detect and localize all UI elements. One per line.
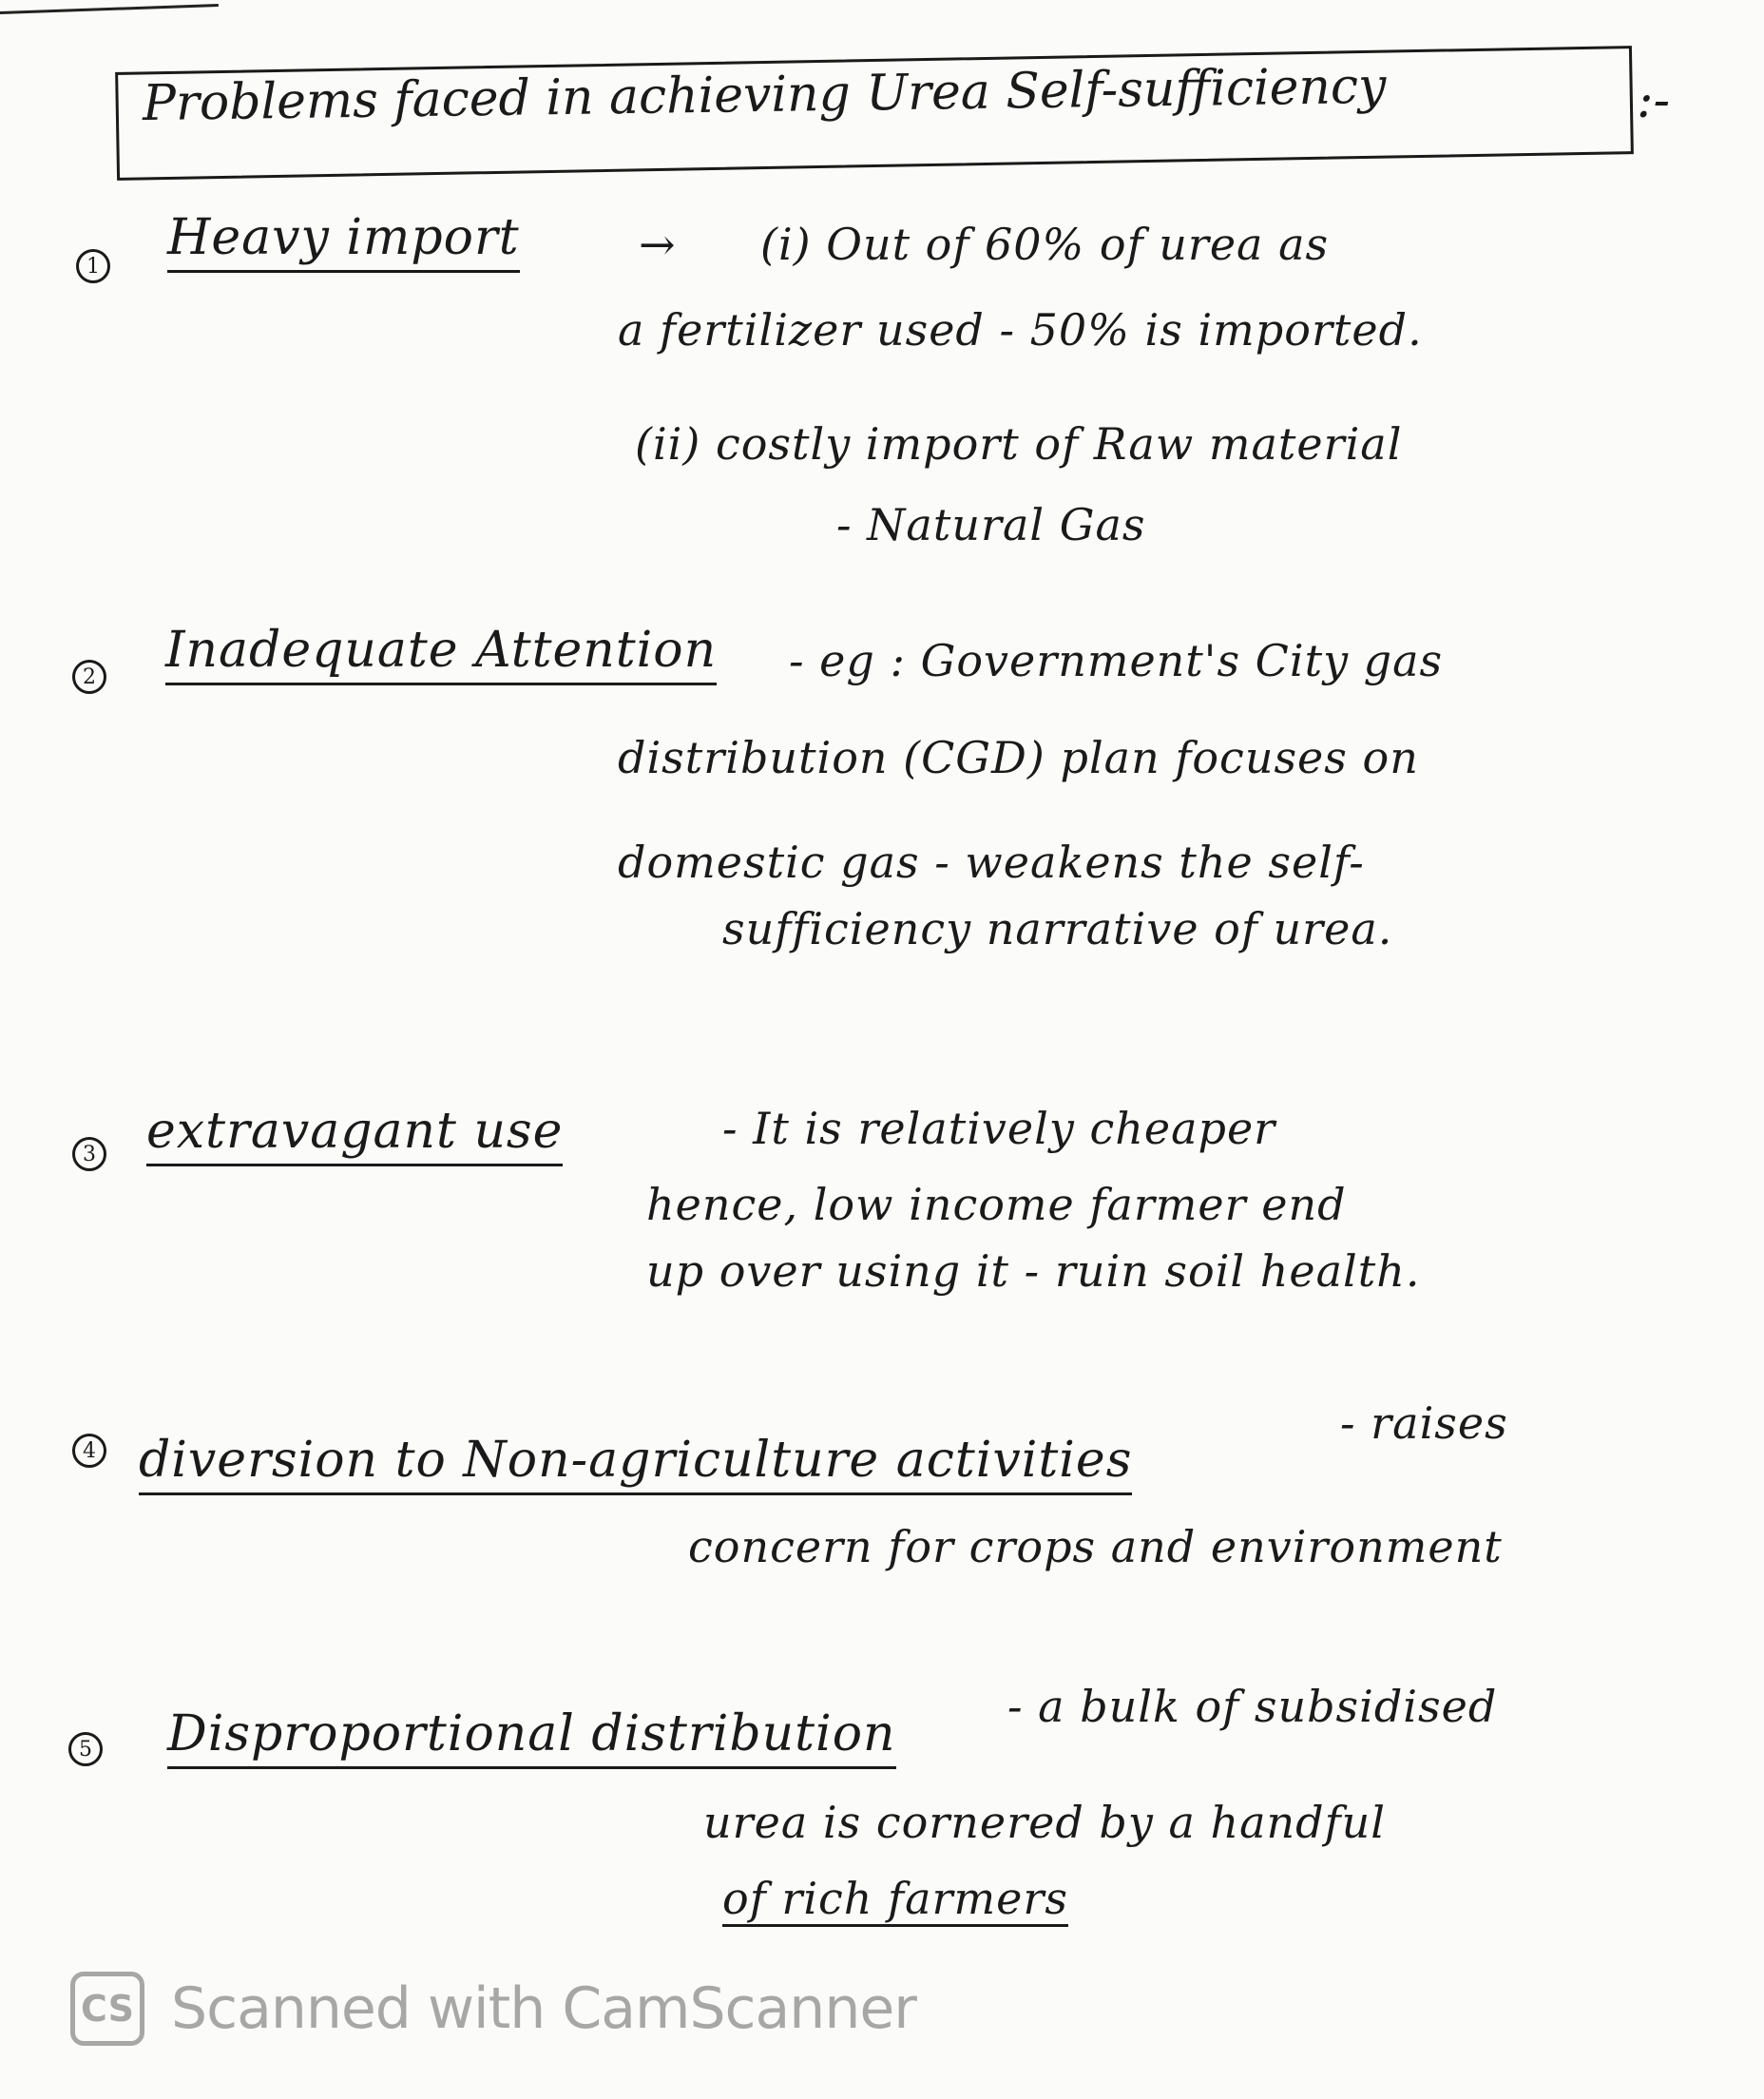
point-2-line-1: - eg : Government's City gas <box>789 635 1444 686</box>
point-3-line-2: hence, low income farmer end <box>646 1179 1347 1230</box>
point-4-number: 4 <box>72 1434 106 1468</box>
point-3-line-3: up over using it - ruin soil health. <box>646 1245 1421 1297</box>
point-3-line-1: - It is relatively cheaper <box>722 1103 1276 1154</box>
point-1-line-4: - Natural Gas <box>836 499 1146 550</box>
point-2-heading: Inadequate Attention <box>165 622 717 679</box>
camscanner-watermark <box>70 1966 916 2051</box>
top-edge-line <box>0 4 219 14</box>
point-5-line-2: urea is cornered by a handful <box>703 1797 1386 1848</box>
point-3-heading: extravagant use <box>146 1103 563 1160</box>
point-4-line-1: - raises <box>1340 1397 1508 1449</box>
point-2-line-3: domestic gas - weakens the self- <box>618 837 1365 888</box>
point-4-line-2: concern for crops and environment <box>688 1521 1503 1572</box>
point-3-number: 3 <box>72 1137 106 1171</box>
point-1-arrow: → <box>639 219 677 270</box>
point-2-line-2: distribution (CGD) plan focuses on <box>618 732 1419 783</box>
point-5-line-3: of rich farmers <box>722 1873 1068 1924</box>
point-1-heading: Heavy import <box>167 209 520 266</box>
point-2-line-4: sufficiency narrative of urea. <box>722 903 1393 954</box>
point-1-number: 1 <box>76 249 110 283</box>
point-5-heading: Disproportional distribution <box>167 1705 896 1762</box>
title-suffix: :- <box>1637 72 1671 129</box>
point-2-number: 2 <box>72 660 106 694</box>
point-1-line-3: (ii) costly import of Raw material <box>635 418 1403 470</box>
camscanner-text: Scanned with CamScanner <box>171 1975 916 2042</box>
camscanner-logo-icon: CS <box>70 1972 144 2046</box>
page-title: Problems faced in achieving Urea Self-sufficiency <box>142 57 1387 133</box>
point-5-line-1: - a bulk of subsidised <box>1007 1681 1498 1732</box>
point-1-line-2: a fertilizer used - 50% is imported. <box>618 304 1423 356</box>
point-1-line-1: (i) Out of 60% of urea as <box>760 219 1330 270</box>
point-4-heading: diversion to Non-agriculture activities <box>139 1432 1132 1489</box>
point-5-number: 5 <box>68 1732 103 1766</box>
